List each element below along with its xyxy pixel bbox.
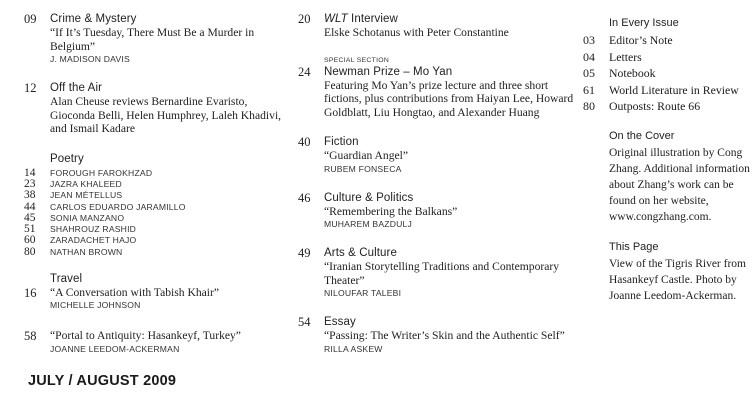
section-heading: Culture & Politics [324,191,414,204]
list-item [583,65,755,82]
toc-entry-culture-politics [298,191,578,231]
list-item [583,98,755,115]
article-author: MUHAREM BAZDULJ [324,219,412,229]
special-section-kicker: SPECIAL SECTION [324,56,390,64]
page-number: 12 [24,81,37,95]
on-the-cover-block [583,129,755,226]
section-description: Alan Cheuse reviews Bernardine Evaristo, Gioconda Belli, Helen Humphrey, Laleh Khadivi, and Ismail Kadare [50,95,282,135]
toc-entry-newman-prize [298,65,578,120]
toc-entry-poetry [24,152,286,258]
list-item [583,49,755,66]
list-item [583,82,755,99]
toc-entry-fiction [298,135,578,175]
list-item [24,168,286,179]
article-title: “Remembering the Balkans” [324,204,458,218]
article-author: MICHELLE JOHNSON [50,300,141,311]
item-label: Editor’s Note [609,33,673,47]
item-label: Outposts: Route 66 [609,99,701,113]
page-number: 16 [24,285,37,300]
section-heading: Poetry [50,152,84,165]
list-item [583,32,755,49]
in-every-issue-block [583,16,755,115]
section-heading: Arts & Culture [324,247,397,259]
page-number: 46 [298,190,311,205]
page-number: 38 [24,189,36,202]
page-number: 80 [24,245,36,258]
page-number: 51 [24,223,36,236]
section-heading [324,12,578,26]
item-label: Notebook [609,66,656,80]
cover-description: Original illustration by Cong Zhang. Additional information about Zhang’s work can be found on her website, www.congzhang.com. [609,146,750,224]
article-author: RUBEM FONSECA [324,163,402,174]
page-number: 14 [24,166,36,179]
poet-name: SONIA MANZANO [50,212,125,223]
toc-entry-interview [298,12,578,40]
toc-entry-travel [24,286,286,312]
article-title: “Guardian Angel” [324,149,409,162]
section-description: Featuring Mo Yan’s prize lecture and three short fictions, plus contributions from Haiyan Lee, Howard Goldblatt, Liu Hongtao, and Alexander Huang [324,78,574,119]
page-number: 03 [583,33,595,47]
article-title: “Passing: The Writer’s Skin and the Authentic Self” [324,329,565,342]
toc-entry-off-the-air [24,81,286,136]
poet-name: ZARADACHET HAJO [50,235,137,246]
article-title: “If It’s Tuesday, There Must Be a Murder in Belgium” [50,26,255,53]
page-number: 04 [583,49,595,64]
toc-entry-essay [298,315,578,355]
photo-caption: View of the Tigris River from Hasankeyf Castle. Photo by Joanne Leedom-Ackerman. [609,257,746,302]
toc-column-right [583,16,755,318]
page-number: 54 [298,315,311,329]
section-description: Elske Schotanus with Peter Constantine [324,26,509,39]
section-heading: Off the Air [50,82,103,94]
article-title: “Portal to Antiquity: Hasankeyf, Turkey” [50,329,241,343]
page-number: 44 [24,200,36,213]
page-number: 20 [298,12,311,26]
list-item [24,224,286,235]
poet-name: CARLOS EDUARDO JARAMILLO [50,201,186,212]
page-number: 09 [24,12,37,26]
item-label: World Literature in Review [609,82,739,97]
list-item [24,190,286,201]
toc-entry-portal [24,329,286,355]
section-heading-travel: Travel [50,272,83,285]
article-author: J. MADISON DAVIS [50,54,130,64]
page-number: 45 [24,211,36,224]
heading-italic-part: WLT [324,13,348,25]
poet-name: JEAN MÉTELLUS [50,190,123,201]
article-title: “A Conversation with Tabish Khair” [50,285,219,299]
page-number: 80 [583,99,595,113]
poet-list [24,168,286,258]
issue-date: JULY / AUGUST 2009 [28,373,177,389]
poet-name: FOROUGH FAROKHZAD [50,167,153,178]
toc-column-middle [298,12,578,371]
page-number: 05 [583,66,595,80]
page-number: 24 [298,64,311,79]
list-item [24,247,286,258]
page-number: 58 [24,329,37,344]
page-number: 23 [24,177,36,190]
list-item [24,213,286,224]
section-heading: Fiction [324,136,359,148]
section-heading: Essay [324,316,356,328]
page-number: 49 [298,246,311,260]
article-author: NILOUFAR TALEBI [324,288,402,298]
poet-name: NATHAN BROWN [50,246,123,257]
section-heading: This Page [609,240,659,253]
list-item [24,201,286,212]
section-heading: Newman Prize – Mo Yan [324,65,453,78]
toc-entry-crime-mystery [24,12,286,65]
section-heading: Crime & Mystery [50,13,137,25]
poet-name: JAZRA KHALEED [50,178,122,189]
article-title: “Iranian Storytelling Traditions and Contemporary Theater” [324,260,560,287]
list-item [24,235,286,246]
toc-column-left [24,12,286,371]
page-number: 61 [583,82,595,97]
article-author: RILLA ASKEW [324,343,383,354]
this-page-block [583,240,755,305]
article-author: JOANNE LEEDOM-ACKERMAN [50,343,180,354]
item-label: Letters [609,49,642,64]
list-item [24,179,286,190]
section-heading: On the Cover [609,129,675,142]
toc-entry-arts-culture [298,246,578,299]
page-number: 60 [24,234,36,247]
section-heading: In Every Issue [609,17,679,29]
poet-name: SHAHROUZ RASHID [50,224,137,235]
heading-rest-part: Interview [347,13,398,25]
page-number: 40 [298,135,311,149]
